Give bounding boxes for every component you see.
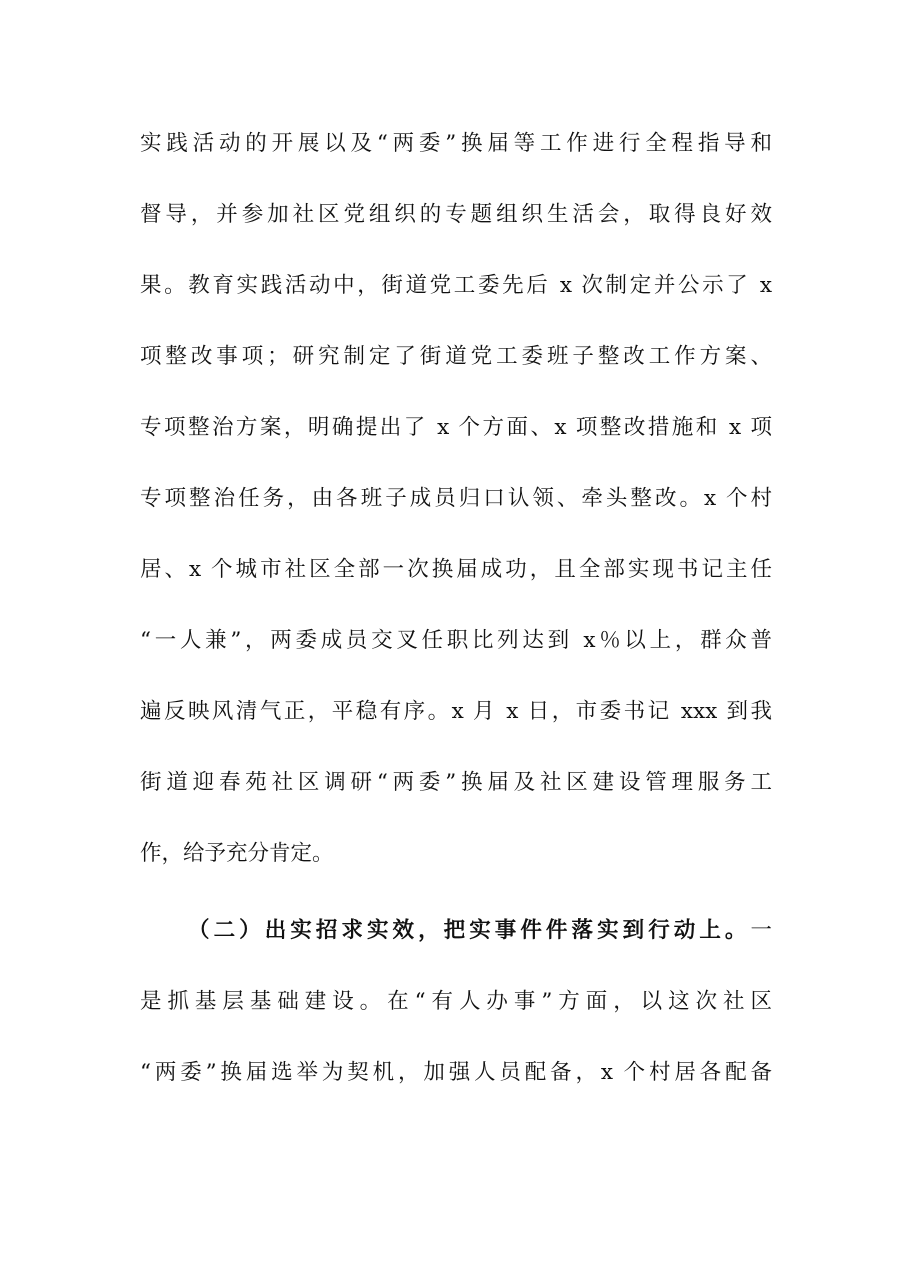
paragraph-line: 遍反映风清气正，平稳有序。x 月 x 日，市委书记 xxx 到我 [140,699,772,724]
section-heading-continuation: 一 [750,918,772,943]
paragraph-line: “两委”换届选举为契机，加强人员配备，x 个村居各配备 [140,1060,772,1085]
paragraph-line: 街道迎春苑社区调研“两委”换届及社区建设管理服务工 [140,770,772,795]
section-heading: （二）出实招求实效，把实事件件落实到行动上。 [188,918,751,943]
section-heading-line [188,911,772,951]
paragraph-line: 专项整治方案，明确提出了 x 个方面、x 项整改措施和 x 项 [140,415,772,440]
paragraph-line: 督导，并参加社区党组织的专题组织生活会，取得良好效 [140,202,772,227]
paragraph-line: 居、x 个城市社区全部一次换届成功，且全部实现书记主任 [140,557,772,582]
paragraph-line: 实践活动的开展以及“两委”换届等工作进行全程指导和 [140,131,772,156]
paragraph-line: 项整改事项；研究制定了街道党工委班子整改工作方案、 [140,344,772,369]
paragraph-line: 作，给予充分肯定。 [140,841,334,866]
paragraph-line: 果。教育实践活动中，街道党工委先后 x 次制定并公示了 x [140,273,772,298]
paragraph-line: 是抓基层基础建设。在“有人办事”方面，以这次社区 [140,989,772,1014]
paragraph-line: “一人兼”，两委成员交叉任职比列达到 x％以上，群众普 [140,628,772,653]
paragraph-line: 专项整治任务，由各班子成员归口认领、牵头整改。x 个村 [140,486,772,511]
